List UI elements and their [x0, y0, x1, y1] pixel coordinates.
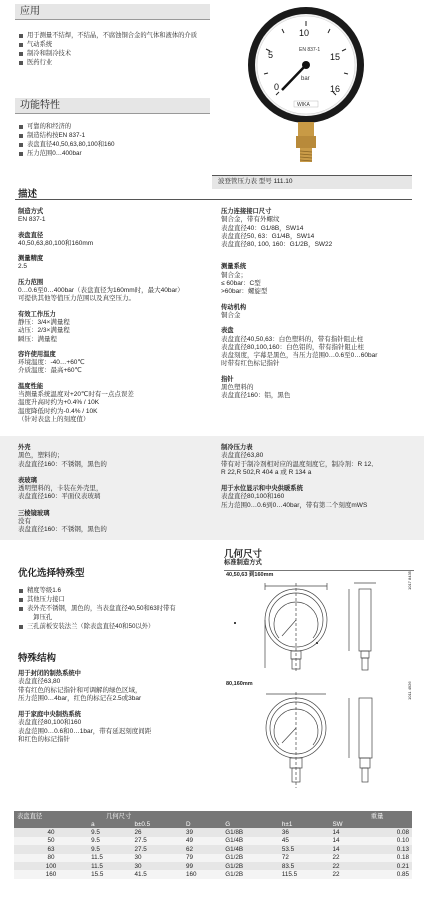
spec-group — [18, 255, 184, 272]
table-cell: 160 — [45, 871, 57, 879]
spec-line: 黑色塑料的 — [221, 384, 254, 392]
drawing-label-2: 80,160mm — [226, 681, 253, 687]
spec-group — [221, 444, 373, 477]
table-cell: 27.5 — [134, 845, 147, 853]
spec-heading: 用于水位显示和中央供暖系统 — [221, 485, 303, 493]
table-cell: 9.5 — [91, 845, 100, 853]
table-cell: 14 — [332, 829, 340, 837]
panel-left-column — [18, 444, 107, 535]
spec-line: 温度降低时约为-0.4% / 10K — [18, 407, 98, 415]
spec-line: >60bar：螺旋型 — [221, 288, 268, 296]
table-cell: 50 — [47, 837, 55, 845]
spec-heading: 有效工作压力 — [18, 310, 56, 318]
table-cell: 30 — [134, 854, 142, 862]
table-cell: 80 — [47, 854, 55, 862]
table-cell: G1/4B — [225, 845, 244, 853]
table-cell: 14 — [332, 837, 340, 845]
table-header-cell — [368, 820, 412, 828]
spec-heading: 制造方式 — [18, 208, 44, 215]
table-cell: 9.5 — [91, 837, 100, 845]
table-cell: 14 — [332, 845, 340, 853]
spec-line: 没有 — [18, 518, 31, 526]
table-cell: 41.5 — [134, 871, 147, 879]
spec-line: 温度升高时约为+0.4% / 10K — [18, 399, 100, 407]
section-title-special: 特殊结构 — [18, 653, 57, 664]
table-header-cell — [14, 820, 88, 828]
table-row — [14, 854, 412, 862]
list-item: 用于测量不结焊，不结晶，不腐蚀铜合金的气体和液体的介质 — [18, 31, 218, 40]
spec-line: 表盘直径40,50,63：白色塑料的，带有指针阻止柱 — [221, 335, 364, 343]
spec-line: 动压：2/3×满量程 — [18, 327, 70, 335]
spec-group — [221, 485, 373, 510]
spec-line: 当测量系统温度对+20℃时有一点点误差 — [18, 391, 134, 399]
table-cell: 15.5 — [91, 871, 104, 879]
dimension-drawing-1 — [224, 578, 414, 678]
spec-group — [18, 444, 107, 469]
spec-line: 环境温度：-40…+60℃ — [18, 359, 85, 367]
spec-line: 0…0.6至0…400bar（表盘直径为160mm时，最大40bar） — [18, 287, 184, 295]
spec-group — [18, 351, 184, 376]
spec-line: 表盘直径80,100和160 — [221, 493, 285, 501]
pressure-gauge-image — [244, 2, 369, 167]
dimensions-table — [14, 811, 412, 879]
spec-line: 带有红色的标记指针和可调解的绿色区域， — [18, 686, 142, 694]
list-item: 三孔前板安装法兰（除表盘直径40和50以外） — [18, 622, 176, 631]
list-item: 表外壳不锈钢，黑色的，当表盘直径40,50和63时带有 — [18, 604, 176, 613]
spec-line: 带有对于制冷剂相对应的温度刻度它，制冷剂：R 12, — [221, 460, 374, 468]
table-cell: G1/2B — [225, 862, 244, 870]
features-list — [18, 122, 115, 158]
spec-line: R 22,R 502,R 404 a 或 R 134 a — [221, 468, 312, 476]
spec-line: 可提供其他等值压力范围以及真空压力。 — [18, 295, 135, 303]
product-caption: 波登管压力表 型号 111.10 — [218, 178, 293, 185]
svg-text:0: 0 — [274, 82, 280, 92]
table-header-cell: 表盘直径 — [17, 813, 43, 820]
spec-heading: 温度性能 — [18, 382, 44, 390]
table-header-cell: b±0.5 — [134, 820, 151, 828]
spec-line: 瞬压：满量程 — [18, 335, 57, 343]
spec-heading: 测量系统 — [221, 263, 247, 271]
spec-line: 介质温度：最高+60℃ — [18, 367, 82, 375]
table-cell: G1/2B — [225, 854, 244, 862]
table-cell: 22 — [332, 862, 340, 870]
table-cell: 79 — [186, 854, 194, 862]
dial-unit-text: bar — [301, 76, 310, 82]
spec-heading: 传动机构 — [221, 303, 247, 311]
panel-right-column — [221, 444, 373, 510]
spec-heading: 压力连接接口尺寸 — [221, 208, 272, 215]
dial-standard-text: EN 837-1 — [299, 47, 321, 53]
drawing-label-1: 40,50,63 到160mm — [226, 572, 274, 578]
spec-line: 表盘直径63,80 — [221, 452, 264, 460]
section-header-features: 功能特性 — [15, 98, 210, 114]
spec-heading: 表盘 — [221, 327, 234, 335]
spec-line: 表盘直径160：不锈钢，黑色的 — [18, 526, 107, 534]
table-header-cell: h±1 — [281, 820, 293, 828]
table-row — [14, 828, 412, 836]
section-title-description: 描述 — [18, 189, 38, 200]
table-cell: 63 — [47, 845, 55, 853]
table-cell: 0.13 — [396, 845, 409, 853]
table-cell: 0.85 — [396, 871, 409, 879]
application-list — [18, 31, 218, 67]
table-cell: 0.18 — [396, 854, 409, 862]
spec-line: 压力范围0…4bar，红色的标记在2.5或3bar — [18, 694, 142, 702]
options-list — [18, 586, 176, 631]
table-cell: 22 — [332, 871, 340, 879]
spec-line: 表盘直径80, 100, 160：G1/2B，SW22 — [221, 241, 333, 249]
table-cell: 11.5 — [91, 862, 103, 870]
list-item: 卸压孔 — [27, 614, 53, 621]
spec-group — [18, 208, 184, 225]
spec-heading: 表盘直径 — [18, 231, 44, 239]
table-cell: 115.5 — [281, 871, 298, 879]
table-cell: G1/2B — [225, 871, 244, 879]
spec-heading: 三棱镜玻璃 — [18, 509, 50, 517]
spec-group — [18, 670, 151, 703]
table-cell: 83.5 — [281, 862, 295, 870]
spec-line: 表盘范围0…0.6和0…1bar，带有延迟刻度间距 — [18, 727, 152, 735]
table-header-cell: SW — [332, 820, 343, 828]
svg-text:10: 10 — [299, 28, 310, 38]
spec-line: 透明塑料的，卡装在外壳里， — [18, 485, 103, 493]
list-item: 医药行业 — [18, 58, 218, 67]
svg-text:15: 15 — [330, 52, 341, 62]
list-item: 压力范围0…400bar — [18, 149, 115, 158]
spec-line: 表盘直径50, 63：G1/4B，SW14 — [221, 232, 315, 240]
divider — [15, 199, 412, 200]
table-cell: 160 — [186, 871, 197, 879]
table-cell: 22 — [332, 854, 340, 862]
spec-group — [18, 311, 184, 344]
table-row — [14, 845, 412, 853]
spec-line: 40,50,63,80,100和160mm — [18, 239, 94, 247]
list-item: 其他压力接口 — [18, 595, 176, 604]
spec-line: 时带有红色标记指针 — [221, 360, 280, 368]
spec-group — [221, 263, 377, 296]
table-cell: 72 — [281, 854, 289, 862]
table-header-cell: G — [225, 820, 231, 828]
spec-group — [18, 711, 151, 744]
special-builds — [18, 670, 151, 744]
table-cell: 40 — [47, 829, 55, 837]
section-title-dimensions: 几何尺寸 — [224, 549, 263, 560]
spec-line: 表盘直径80,100,160：白色铝的，带有指针阻止柱 — [221, 343, 365, 351]
spec-group — [221, 208, 377, 249]
table-cell: 0.08 — [396, 829, 409, 837]
table-header-cell: 几何尺寸 — [106, 813, 132, 820]
list-item: 制冷和制冷技术 — [18, 49, 218, 58]
spec-line: EN 837-1 — [18, 216, 46, 224]
drawing-code-2: 1011 4926 — [407, 681, 412, 700]
list-item: 可靠的和经济的 — [18, 122, 115, 131]
spec-group — [221, 327, 377, 368]
table-cell: 11.5 — [91, 854, 103, 862]
table-cell: 53.5 — [281, 845, 295, 853]
description-left-column — [18, 208, 184, 424]
spec-heading: 制冷压力表 — [221, 444, 253, 451]
table-cell: G1/4B — [225, 837, 244, 845]
spec-line: 静压：3/4×满量程 — [18, 318, 70, 326]
list-item: 气动系统 — [18, 40, 218, 49]
table-cell: 27.5 — [134, 837, 147, 845]
table-cell: 39 — [186, 829, 194, 837]
table-cell: 0.10 — [396, 837, 409, 845]
spec-line: 表盘直径160：铝，黑色 — [221, 392, 291, 400]
table-row — [14, 837, 412, 845]
spec-heading: 压力范围 — [18, 278, 44, 286]
spec-group — [18, 279, 184, 304]
list-item: 制造结构按EN 837-1 — [18, 131, 115, 140]
spec-line: 铜合金 — [221, 311, 241, 319]
table-cell: 26 — [134, 829, 142, 837]
table-cell: 30 — [134, 862, 142, 870]
table-cell: 0.21 — [396, 862, 409, 870]
spec-line: 表盘直径80,100和160 — [18, 719, 82, 727]
table-cell: 99 — [186, 862, 194, 870]
spec-heading: 用于封闭的制热系统中 — [18, 670, 81, 677]
table-row — [14, 870, 412, 878]
description-right-column — [221, 208, 377, 401]
table-header-cell: D — [186, 820, 191, 828]
spec-heading: 表玻璃 — [18, 476, 37, 484]
table-subheader-row — [14, 820, 412, 828]
wika-logo: WIKA — [297, 102, 310, 108]
list-item: 精度等级1.6 — [18, 586, 176, 595]
spec-group — [221, 304, 377, 321]
svg-text:5: 5 — [268, 50, 274, 60]
spec-line: 表盘直径40：G1/8B，SW14 — [221, 224, 304, 232]
table-cell: 36 — [281, 829, 289, 837]
spec-line: 表盘直径160：不锈钢，黑色的 — [18, 460, 107, 468]
spec-heading: 测量精度 — [18, 255, 44, 263]
table-header-row — [14, 811, 412, 820]
table-cell: 49 — [186, 837, 194, 845]
spec-line: 铜合金； — [221, 271, 247, 279]
dimensions-subtitle: 标准制造方式 — [224, 559, 262, 566]
table-cell: 9.5 — [91, 829, 100, 837]
spec-line: 2.5 — [18, 263, 28, 271]
spec-group — [221, 376, 377, 401]
table-cell: 100 — [45, 862, 57, 870]
spec-line: 压力范围0…0.6到0…40bar，带有第二个刻度mWS — [221, 501, 368, 509]
spec-line: ≤ 60bar：C型 — [221, 280, 261, 288]
spec-heading: 外壳 — [18, 444, 31, 451]
spec-group — [18, 383, 184, 424]
svg-text:16: 16 — [330, 84, 341, 94]
spec-line: 表盘直径160：平面仪表玻璃 — [18, 493, 101, 501]
spec-heading: 指针 — [221, 375, 234, 383]
spec-line: 表盘直径63,80 — [18, 678, 61, 686]
product-caption-bar — [212, 175, 412, 189]
spec-group — [18, 232, 184, 249]
dimension-drawing-2 — [224, 688, 414, 793]
table-row — [14, 862, 412, 870]
table-cell: G1/8B — [225, 829, 244, 837]
spec-line: 和红色的标记指针 — [18, 736, 70, 744]
section-title-options: 优化选择特殊型 — [18, 568, 85, 579]
spec-line: 黑色，塑料的； — [18, 452, 64, 460]
spec-line: （针对表盘上的刻度值） — [18, 415, 90, 423]
table-header-cell: 重量 — [370, 813, 384, 820]
spec-group — [18, 510, 107, 535]
spec-heading: 容许使用温度 — [18, 350, 56, 358]
spec-line: 表盘刻度，字幕是黑色，当压力范围0…0.6至0…60bar — [221, 352, 378, 360]
spec-heading: 用于家庭中央制热系统 — [18, 711, 81, 719]
list-item: 表盘直径40,50,63,80,100和160 — [18, 140, 115, 149]
drawing-code-1: 1017 8435 — [407, 571, 412, 590]
table-cell: 62 — [186, 845, 194, 853]
spec-group — [18, 477, 107, 502]
table-cell: 45 — [281, 837, 289, 845]
section-header-application: 应用 — [15, 4, 210, 20]
spec-line: 铜合金，带有外螺纹 — [221, 216, 280, 224]
table-header-cell: a — [91, 820, 95, 828]
